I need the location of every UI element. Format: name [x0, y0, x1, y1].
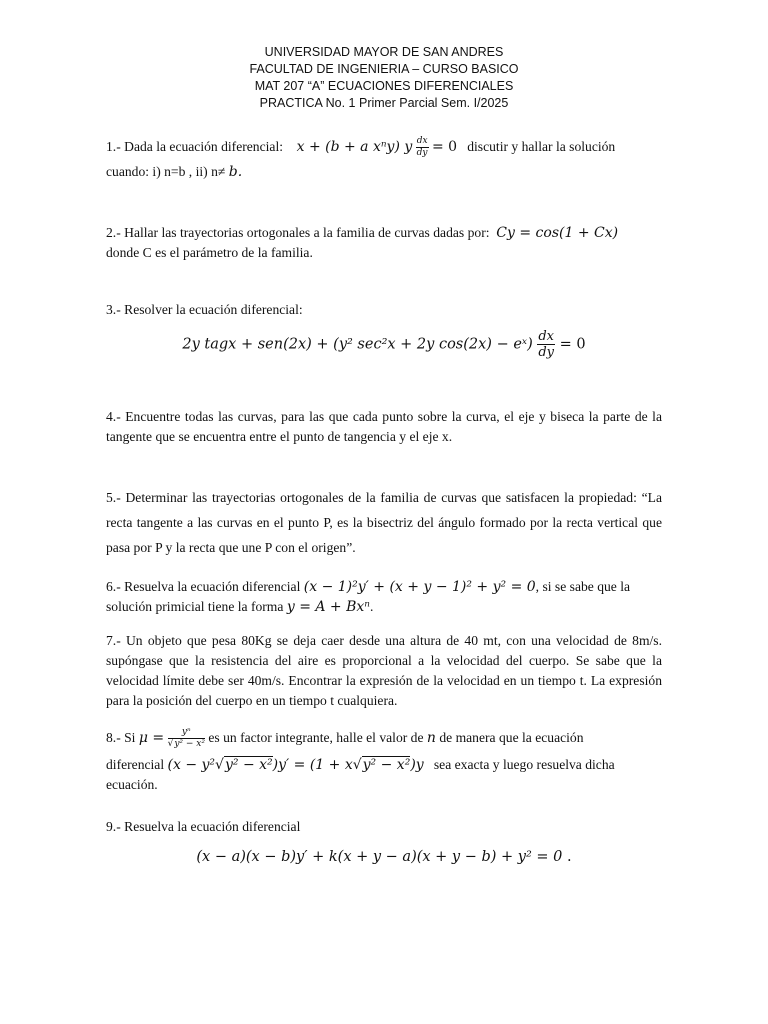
problem-1-line-2: cuando: i) n=b , ii) n≠ b. — [106, 164, 243, 181]
problem-3-fraction: $\frac{dx}{dy}$ — [538, 329, 554, 360]
problem-1-equation: x + (b + a xⁿy) y — [296, 139, 413, 155]
problem-3-intro: 3.- Resolver la ecuación diferencial: — [106, 302, 303, 317]
problem-7: 7.- Un objeto que pesa 80Kg se deja caer desde una altura de 40 mt, con una velocidad de 8m/s. supóngase que la resistencia del aire es proporcional a la velocidad del cuerpo. Se sabe que la velocidad límite debe ser 40m/s. Encontrar la expresión de la velocidad en un tiempo t. La expresión para la posición del cuerpo en un tiempo t cualquiera. — [106, 633, 662, 708]
problem-6-equation: (x − 1)²y′ + (x + y − 1)² + y² = 0 — [303, 579, 536, 595]
problem-8-fraction: $\frac{\text{yⁿ}}{\text{√y² − x²}}$ — [167, 727, 205, 750]
problem-6-line-2: solución primicial tiene la forma y = A + Bxⁿ. — [106, 599, 374, 615]
problem-4: 4.- Encuentre todas las curvas, para las que cada punto sobre la curva, el eje y biseca la parte de la tangente que se encuentra entre el punto de tangencia y el eje x. — [106, 409, 662, 444]
problem-3-equation: 2y tagx + sen(2x) + (y² sec²x + 2y cos(2x) − eˣ) $\frac{dx}{dy}$ = 0 — [182, 329, 586, 360]
problem-1 — [106, 137, 662, 182]
problem-9-intro: 9.- Resuelva la ecuación diferencial — [106, 819, 301, 834]
problem-8-line-2: diferencial (x − y²√y² − x²)y′ = (1 + x√y² − x²)y sea exacta y luego resuelva dicha — [106, 757, 615, 774]
problem-8 — [106, 728, 662, 795]
problem-6 — [106, 577, 662, 617]
problem-6-line-1: 6.- Resuelva la ecuación diferencial (x − 1)²y′ + (x + y − 1)² + y² = 0, si se sabe que la — [106, 579, 631, 595]
problem-8-line-3: ecuación. — [106, 777, 158, 793]
faculty-name: FACULTAD DE INGENIERIA – CURSO BASICO — [249, 62, 519, 76]
problem-3 — [106, 300, 662, 320]
document-header — [0, 44, 768, 112]
problem-2-line-2: donde C es el parámetro de la familia. — [106, 245, 313, 260]
practice-title: PRACTICA No. 1 Primer Parcial Sem. I/2025 — [259, 96, 509, 110]
problem-6-form: y = A + Bxⁿ — [286, 599, 370, 615]
course-name: MAT 207 “A” ECUACIONES DIFERENCIALES — [254, 79, 514, 93]
problem-8-equation: (x − y²√y² − x²)y′ = (1 + x√y² − x²)y — [167, 757, 424, 774]
problem-1-line-1: 1.- Dada la ecuación diferencial: x + (b + a xⁿy) y $\frac{dx}{dy}$ = 0 discutir y hallar la solución — [106, 136, 616, 159]
problem-9-equation: (x − a)(x − b)y′ + k(x + y − a)(x + y − b) + y² = 0 . — [196, 849, 572, 865]
university-name: UNIVERSIDAD MAYOR DE SAN ANDRES — [264, 45, 504, 59]
problem-9 — [106, 817, 662, 837]
problem-2 — [106, 223, 662, 263]
problem-2-line-1: 2.- Hallar las trayectorias ortogonales a la familia de curvas dadas por: Cy = cos(1 + Cx) — [106, 225, 619, 241]
problem-2-equation: Cy = cos(1 + Cx) — [496, 225, 619, 241]
problem-8-line-1: 8.- Si μ = $\frac{\text{yⁿ}}{\text{√y² − x²}}$ es un factor integrante, halle el valor de n de manera que la ecuación — [106, 727, 584, 750]
problem-1-fraction: $\frac{dx}{dy}$ — [416, 136, 428, 159]
problem-5: 5.- Determinar las trayectorias ortogonales de la familia de curvas que satisfacen la propiedad: “La recta tangente a las curvas en el punto P, es la bisectriz del ángulo formado por la recta vertical que pasa por P y la recta que une P con el origen”. — [106, 490, 662, 555]
